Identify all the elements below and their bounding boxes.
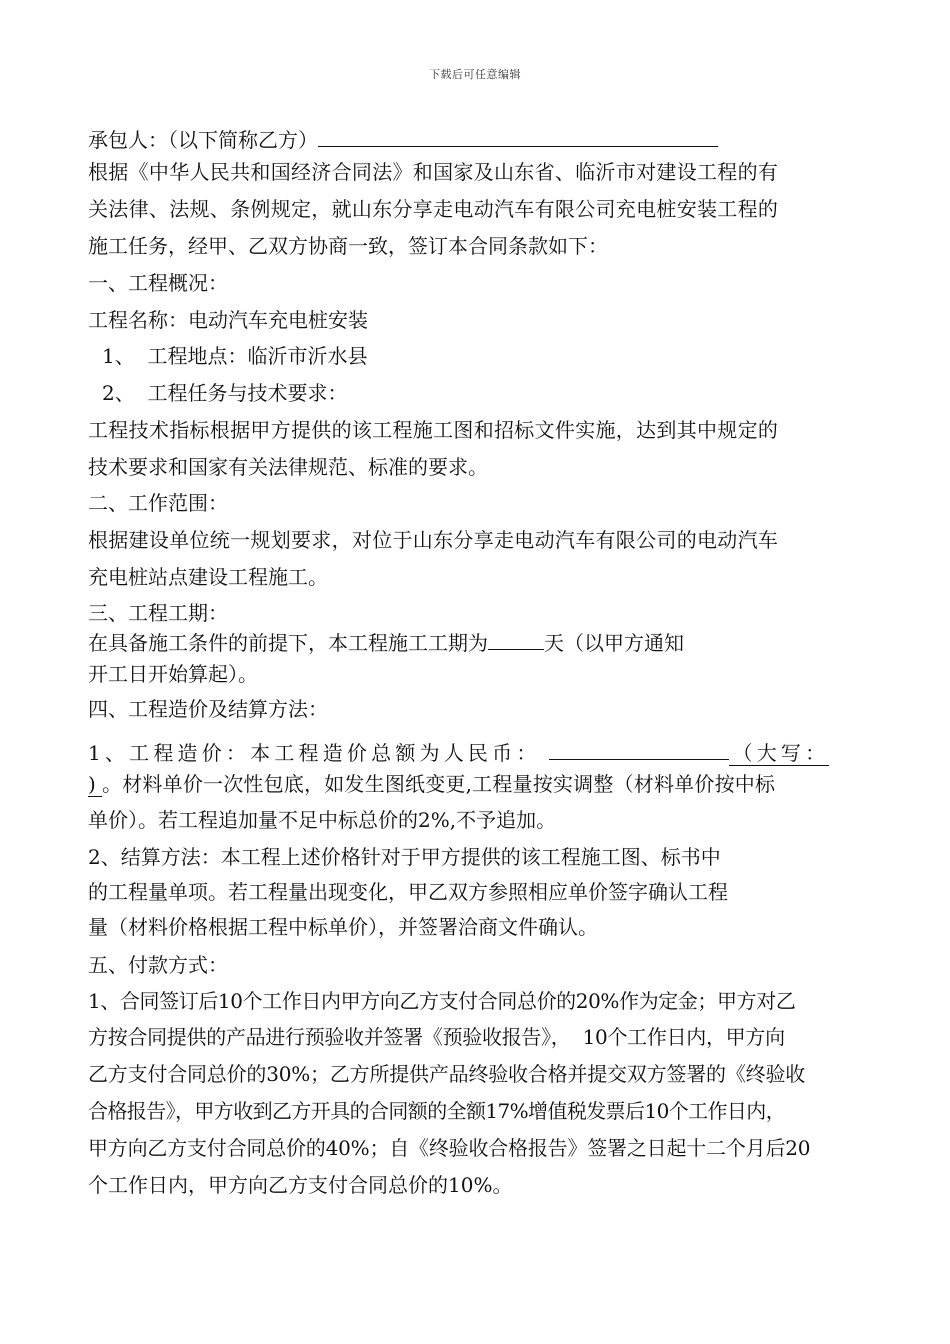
- section-heading: 三、工程工期：: [88, 601, 228, 625]
- text-line: 的工程量单项。若工程量出现变化，甲乙双方参照相应单价签字确认工程: [88, 880, 728, 904]
- price-line: [88, 733, 888, 765]
- list-item: 2、 工程任务与技术要求：: [102, 381, 348, 405]
- text-line: 1、合同签订后10个工作日内甲方向乙方支付合同总价的20%作为定金；甲方对乙: [88, 989, 796, 1013]
- text-line: 充电桩站点建设工程施工。: [88, 565, 328, 589]
- page-header-note: 下载后可任意编辑: [429, 68, 521, 81]
- section-heading: 四、工程造价及结算方法：: [88, 697, 328, 721]
- duration-text-tail: 天（以甲方通知: [544, 631, 684, 655]
- section-heading: 五、付款方式：: [88, 953, 228, 977]
- duration-text: 在具备施工条件的前提下，本工程施工工期为: [88, 631, 488, 655]
- price-capital-label: （大写：: [729, 741, 830, 766]
- text-line: 单价）。若工程追加量不足中标总价的2%,不予追加。: [88, 808, 557, 832]
- section-heading: 一、工程概况：: [88, 271, 228, 295]
- text-line: 根据建设单位统一规划要求，对位于山东分享走电动汽车有限公司的电动汽车: [88, 528, 779, 552]
- price-amount-blank[interactable]: [549, 733, 729, 760]
- text-line: 开工日开始算起）。: [88, 662, 258, 686]
- text-line: 2、结算方法：本工程上述价格针对于甲方提供的该工程施工图、标书中: [88, 845, 721, 869]
- price-detail-text: 。材料单价一次性包底，如发生图纸变更,工程量按实调整（材料单价按中标: [102, 772, 776, 796]
- price-label: 1、工程造价：本工程造价总额为人民币：: [88, 741, 541, 765]
- contractor-label: 承包人：（以下简称乙方）: [88, 128, 318, 152]
- text-line: 根据《中华人民共和国经济合同法》和国家及山东省、临沂市对建设工程的有: [88, 160, 779, 184]
- text-line: 量（材料价格根据工程中标单价），并签署洽商文件确认。: [88, 915, 598, 939]
- contractor-line: [88, 120, 888, 152]
- text-line: 技术要求和国家有关法律规范、标准的要求。: [88, 455, 488, 479]
- price-detail-line: [88, 769, 888, 801]
- list-item: 1、 工程地点：临沂市沂水县: [102, 344, 368, 368]
- text-line: 个工作日内，甲方向乙方支付合同总价的10%。: [88, 1173, 513, 1197]
- price-capital-close: ): [88, 772, 102, 797]
- text-line: 方按合同提供的产品进行预验收并签署《预验收报告》， 10个工作日内，甲方向: [88, 1025, 785, 1049]
- section-heading: 二、工作范围：: [88, 491, 228, 515]
- text-line: 乙方支付合同总价的30%；乙方所提供产品终验收合格并提交双方签署的《终验收: [88, 1062, 806, 1086]
- contractor-blank[interactable]: [318, 120, 718, 147]
- duration-days-blank[interactable]: [488, 623, 544, 650]
- text-line: 工程技术指标根据甲方提供的该工程施工图和招标文件实施，达到其中规定的: [88, 418, 779, 442]
- text-line: 合格报告》，甲方收到乙方开具的合同额的全额17%增值税发票后10个工作日内，: [88, 1099, 786, 1123]
- text-line: 关法律、法规、条例规定，就山东分享走电动汽车有限公司充电桩安装工程的: [88, 197, 779, 221]
- duration-line: [88, 623, 888, 655]
- text-line: 施工任务，经甲、乙双方协商一致，签订本合同条款如下：: [88, 234, 608, 258]
- text-line: 甲方向乙方支付合同总价的40%；自《终验收合格报告》签署之日起十二个月后20: [88, 1136, 811, 1160]
- text-line: 工程名称：电动汽车充电桩安装: [88, 308, 368, 332]
